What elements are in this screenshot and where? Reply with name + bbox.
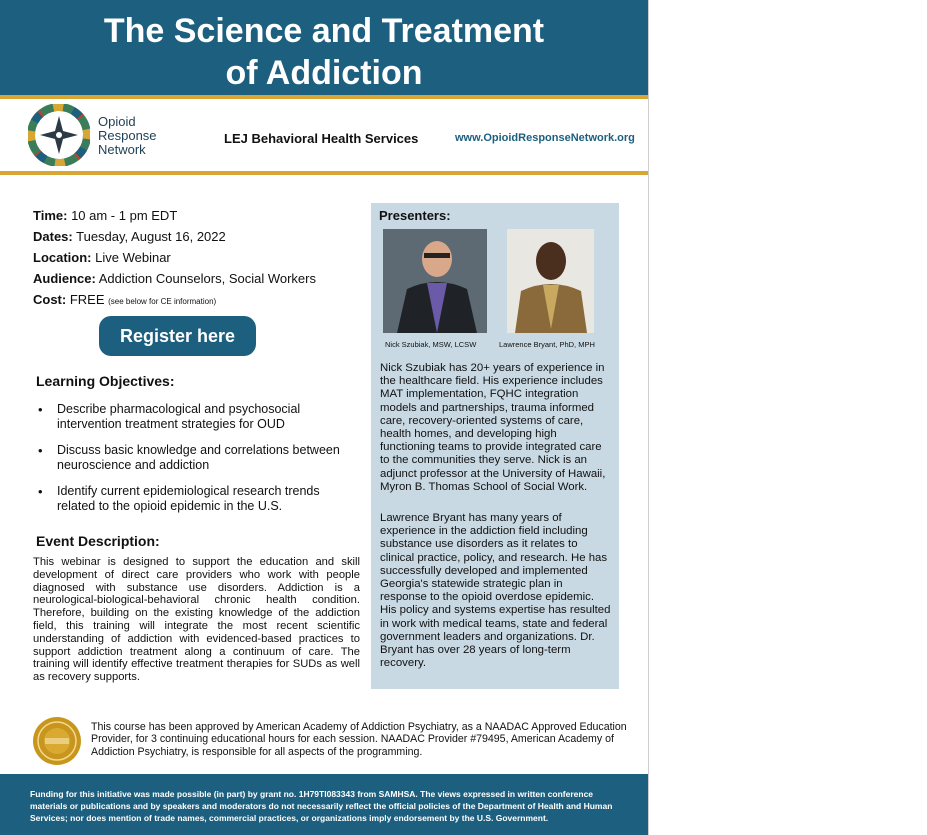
- audience-row: Audience: Addiction Counselors, Social Workers: [33, 271, 316, 286]
- register-button[interactable]: Register here: [99, 316, 256, 356]
- learning-objectives-heading: Learning Objectives:: [36, 373, 175, 389]
- title-line-2: of Addiction: [225, 54, 423, 92]
- opioid-response-network-logo-icon: [28, 104, 90, 166]
- presenters-heading: Presenters:: [379, 208, 451, 223]
- presenter-photo-lawrence-bryant: [507, 229, 594, 333]
- location-row: Location: Live Webinar: [33, 250, 171, 265]
- presenter-photo-nick-szubiak: [383, 229, 487, 333]
- event-details: [33, 205, 316, 312]
- event-description-text: This webinar is designed to support the education and skill development of direct care providers who work with people diagnosed with substance use disorders. Addiction is a neurological-biological-behavioral chronic health condition. Therefore, building on the existing knowledge of the addiction field, this training will integrate the most recent scientific understanding of addiction with evidenced-based practices to support addiction treatment along a continuum of care. The training will identify effective treatment therapies for SUDs as well as recovery supports.: [33, 556, 360, 684]
- title-line-1: The Science and Treatment: [103, 12, 545, 50]
- time-row: Time: 10 am - 1 pm EDT: [33, 208, 178, 223]
- naadac-seal-icon: [32, 716, 82, 766]
- learning-objectives-list: [38, 402, 353, 525]
- page-title: [0, 10, 648, 94]
- logo-wordmark: Opioid Response Network: [98, 114, 157, 157]
- presenter-2-caption: Lawrence Bryant, PhD, MPH: [499, 340, 595, 349]
- dates-row: Dates: Tuesday, August 16, 2022: [33, 229, 226, 244]
- organization-name: LEJ Behavioral Health Services: [224, 131, 419, 146]
- event-description-heading: Event Description:: [36, 533, 160, 549]
- presenter-2-bio: Lawrence Bryant has many years of experience in the addiction field including substance use disorders as it relates to clinical practice, policy, and research. He has successfully developed and implemented Georgia's statewide strategic plan in response to the opioid overdose epidemic. His policy and systems expertise has resulted in work with medical teams, state and federal government leaders and organizations. Dr. Bryant has over 28 years of long-term recovery.: [380, 512, 611, 670]
- cost-row: Cost: FREE (see below for CE information): [33, 292, 217, 307]
- website-link[interactable]: www.OpioidResponseNetwork.org: [455, 132, 635, 144]
- accreditation-text: This course has been approved by American Academy of Addiction Psychiatry, as a NAADAC Approved Education Provider, for 3 continuing educational hours for each session. NAADAC Provider #79495, American Academy of Addiction Psychiatry, is responsible for all aspects of the programming.: [91, 721, 627, 758]
- list-item: • Describe pharmacological and psychosocial intervention treatment strategies for OUD: [38, 402, 353, 432]
- funding-disclaimer: Funding for this initiative was made possible (in part) by grant no. 1H79TI083343 from SAMHSA. The views expressed in written conference materials or publications and by speakers and moderators do not necessarily reflect the official policies of the Department of Health and Human Services; nor does mention of trade names, commercial practices, or organizations imply endorsement by the U.S. Government.: [30, 789, 613, 823]
- presenter-1-bio: Nick Szubiak has 20+ years of experience in the healthcare field. His experience includes MAT implementation, FQHC integration models and partnerships, trauma informed care, recovery-oriented systems of care, health homes, and developing high functioning teams to provide integrated care to the communities they serve. Nick is an adjunct professor at the University of Hawaii, Myron B. Thomas School of Social Work.: [380, 362, 606, 493]
- list-item: • Discuss basic knowledge and correlations between neuroscience and addiction: [38, 443, 353, 473]
- list-item: • Identify current epidemiological research trends related to the opioid epidemic in the U.S.: [38, 484, 353, 514]
- presenter-1-caption: Nick Szubiak, MSW, LCSW: [385, 340, 477, 349]
- gold-divider-bottom: [0, 171, 648, 175]
- cost-note: (see below for CE information): [108, 297, 217, 306]
